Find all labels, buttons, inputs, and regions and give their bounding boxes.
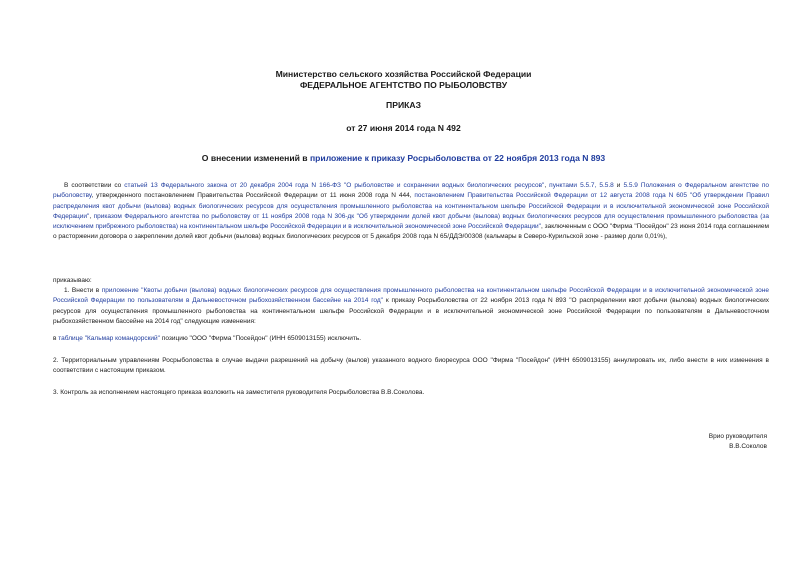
document-title <box>0 153 807 164</box>
preamble-paragraph <box>53 181 769 243</box>
preamble-text: В соответствии со <box>64 182 125 189</box>
item-1-change <box>53 334 769 344</box>
item-3-paragraph: 3. Контроль за исполнением настоящего приказа возложить на заместителя руководителя Росрыболовства В.В.Соколова. <box>53 389 425 396</box>
document-date-number: от 27 июня 2014 года N 492 <box>346 123 461 133</box>
law-166-link[interactable]: статьей 13 Федерального закона от 20 декабря 2004 года N 166-ФЗ "О рыболовстве и сохранении водных биологических ресурсов" <box>124 182 545 189</box>
item-1-text: к приказу Росрыболовства от 22 ноября 2013 года N 893 "О распределении квот добычи (вылова) водных биологических ресурсов для осуществления промышленного рыболовства на континентальном шельфе Российской Федерации и в исключительной экономической зоне Российской Федерации по пользователям в Дальневосточном рыбохозяйственном бассейне на 2014 год" следующие изменения: <box>53 297 769 325</box>
order-word: приказываю: <box>53 277 92 284</box>
preamble-text: , заключенным с ООО "Фирма "Посейдон" 23 июня 2014 года соглашением о расторжении договора о закреплении долей квот добычи (вылова) водных биологических ресурсов от 5 декабря 2008 года N 65/ДДЭ/00308 (кальмары в Северо-Курильской зоне - размер доли 0,01%), <box>53 223 769 241</box>
decree-605-link[interactable]: постановлением Правительства Российской Федерации от 12 августа 2008 года N 605 "Об утверждении Правил распределения квот добычи (вылова) водных биологических ресурсов для осуществления промышленного рыболовства на континентальном шельфе Российской Федерации и в исключительной экономической зоне Российской Федерации" <box>53 192 769 220</box>
change-text: в <box>53 335 59 342</box>
squid-table-link[interactable]: таблице "Кальмар командорский" <box>58 335 160 342</box>
item-1-text: 1. Внести в <box>64 287 102 294</box>
agency-regulation-link[interactable]: 5.5.9 Положения о Федеральном агентстве по рыболовству <box>53 182 769 200</box>
regulation-items-link[interactable]: пунктами 5.5.7, 5.5.8 <box>549 182 614 189</box>
signatory-position: Врио руководителя <box>708 433 767 440</box>
preamble-text: и <box>613 182 624 189</box>
item-1-paragraph <box>53 286 769 327</box>
ministry-name: Министерство сельского хозяйства Российской Федерации <box>275 69 532 79</box>
title-link[interactable]: приложение к приказу Росрыболовства от 22 ноября 2013 года N 893 <box>309 153 606 163</box>
item-2-paragraph: 2. Территориальным управлениям Росрыболовства в случае выдачи разрешений на добычу (вылов) указанного водного биоресурса ООО "Фирма "Посейдон" (ИНН 6509013155) аннулировать их, либо внести в них изменения в соответствии с настоящим приказом. <box>53 357 769 375</box>
signatory-name: В.В.Соколов <box>729 443 767 450</box>
document-header <box>0 69 807 91</box>
preamble-text: , <box>89 212 94 220</box>
order-306-link[interactable]: приказом Федерального агентства по рыболовству от 11 ноября 2008 года N 306-дк "Об утверждении долей квот добычи (вылова) водных биологических ресурсов для осуществления промышленного рыболовства (за исключением прибрежного рыболовства) на континентальном шельфе Российской Федерации и в исключительной экономической зоне Российской Федерации" <box>53 212 769 231</box>
preamble-text: , <box>544 182 550 189</box>
preamble-text: , утвержденного постановлением Правительства Российской Федерации от 11 июня 2008 года N 444, <box>91 192 415 200</box>
signature-block <box>709 432 767 452</box>
appendix-link[interactable]: приложение "Квоты добычи (вылова) водных биологических ресурсов для осуществления промышленного рыболовства на континентальном шельфе Российской Федерации и в исключительной экономической зоне Российской Федерации по пользователям в Дальневосточном рыбохозяйственном бассейне на 2014 год" <box>53 287 769 305</box>
agency-name: ФЕДЕРАЛЬНОЕ АГЕНТСТВО ПО РЫБОЛОВСТВУ <box>299 80 508 90</box>
document-type: ПРИКАЗ <box>386 100 421 110</box>
title-prefix: О внесении изменений в <box>201 153 310 163</box>
change-text: позицию "ООО "Фирма "Посейдон" (ИНН 6509013155) исключить. <box>160 335 362 342</box>
